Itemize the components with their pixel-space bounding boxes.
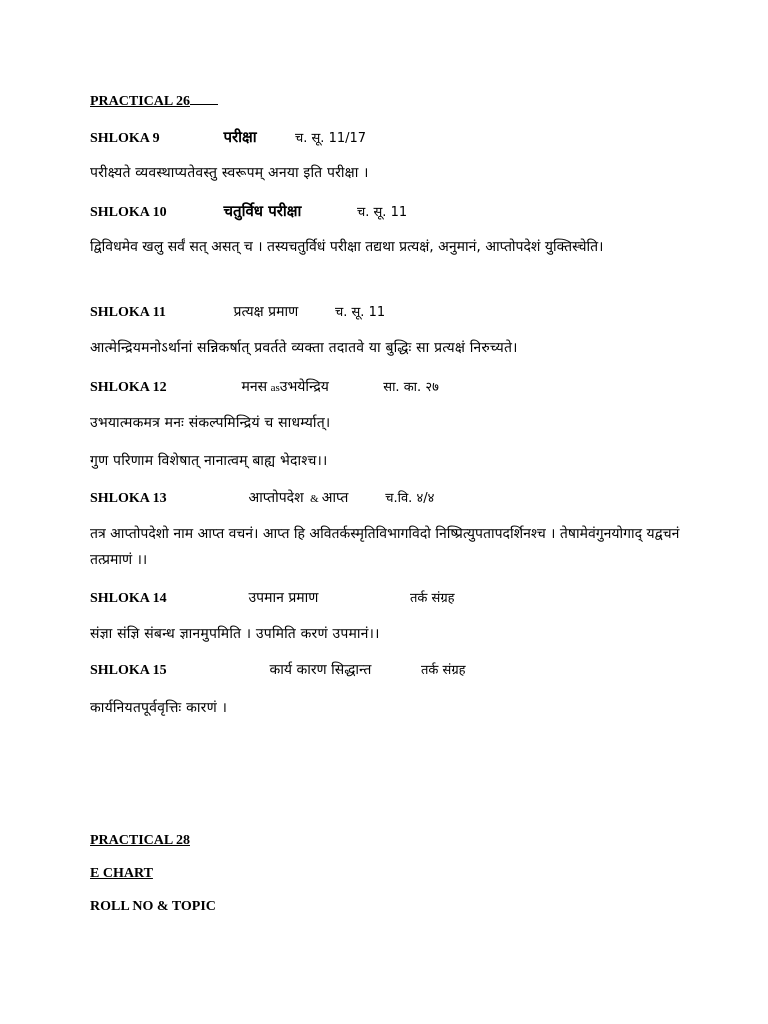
shloka-12-topic: मनस bbox=[241, 379, 268, 395]
shloka-11-text: आत्मेन्द्रियमनोऽर्थानां सन्निकर्षात् प्रवर्तते व्यक्ता तदातवे या बुद्धिः सा प्रत्यक्षं निरुच्यते। bbox=[90, 340, 518, 356]
shloka-14-label: SHLOKA 14 bbox=[90, 591, 167, 606]
shloka-15-label: SHLOKA 15 bbox=[90, 663, 167, 678]
shloka-11-label: SHLOKA 11 bbox=[90, 305, 166, 320]
shloka-14-topic: उपमान प्रमाण bbox=[248, 590, 319, 606]
shloka-15-topic: कार्य कारण सिद्धान्त bbox=[269, 662, 372, 678]
shloka-14-text: संज्ञा संज्ञि संबन्ध ज्ञानमुपमिति । उपमिति करणं उपमानं।। bbox=[90, 626, 380, 642]
shloka-13-topic-end: आप्त bbox=[321, 490, 349, 506]
shloka-10-ref: च. सू. 11 bbox=[357, 205, 408, 220]
shloka-13-label: SHLOKA 13 bbox=[90, 491, 167, 506]
shloka-10-text: द्विविधमेव खलु सर्वं सत् असत् च । तस्यचतुर्विधं परीक्षा तद्यथा प्रत्यक्षं, अनुमानं, आप्तोपदेशं युक्तिस्चेति। bbox=[90, 239, 604, 255]
shloka-13-heading bbox=[90, 488, 434, 507]
shloka-9-heading bbox=[90, 127, 366, 147]
shloka-12-text-line1: उभयात्मकमत्र मनः संकल्पमिन्द्रियं च साधर्म्यात्। bbox=[90, 415, 331, 431]
shloka-12-heading bbox=[90, 377, 439, 396]
shloka-15-heading bbox=[90, 660, 466, 679]
roll-no-topic-heading: ROLL NO & TOPIC bbox=[90, 899, 216, 914]
shloka-10-topic: चतुर्विध परीक्षा bbox=[223, 202, 302, 220]
shloka-14-heading bbox=[90, 588, 455, 607]
shloka-11-topic: प्रत्यक्ष प्रमाण bbox=[233, 304, 299, 320]
e-chart-heading: E CHART bbox=[90, 866, 153, 881]
shloka-10-label: SHLOKA 10 bbox=[90, 205, 167, 220]
shloka-12-label: SHLOKA 12 bbox=[90, 380, 167, 395]
shloka-13-topic-amp: & bbox=[310, 493, 319, 505]
practical-26-underline-blank bbox=[190, 92, 218, 105]
shloka-12-text-line2: गुण परिणाम विशेषात् नानात्वम् बाह्य भेदाश्च।। bbox=[90, 453, 328, 469]
shloka-11-heading bbox=[90, 302, 385, 321]
shloka-12-topic-end: उभयेन्द्रिय bbox=[279, 379, 329, 395]
shloka-11-ref: च. सू. 11 bbox=[335, 305, 386, 320]
shloka-13-text: तत्र आप्तोपदेशो नाम आप्त वचनं। आप्त हि अवितर्कस्मृतिविभागविदो निष्प्रित्युपतापदर्शिनश्च । तेषामेवंगुनयोगाद् यद्वचनं तत्प्रमाणं ।। bbox=[90, 526, 680, 568]
shloka-12-ref: सा. का. २७ bbox=[383, 380, 439, 395]
shloka-14-ref: तर्क संग्रह bbox=[410, 591, 455, 606]
shloka-9-topic: परीक्षा bbox=[223, 128, 257, 146]
shloka-13-topic: आप्तोपदेश bbox=[248, 490, 304, 506]
shloka-9-label: SHLOKA 9 bbox=[90, 131, 160, 146]
shloka-9-text: परीक्ष्यते व्यवस्थाप्यतेवस्तु स्वरूपम् अनया इति परीक्षा । bbox=[90, 165, 369, 181]
shloka-9-ref: च. सू. 11/17 bbox=[295, 131, 367, 146]
shloka-13-ref: च.वि. ४/४ bbox=[385, 491, 435, 506]
shloka-15-text: कार्यनियतपूर्ववृत्तिः कारणं । bbox=[90, 700, 228, 716]
shloka-12-topic-as: as bbox=[270, 382, 280, 394]
shloka-15-ref: तर्क संग्रह bbox=[421, 663, 466, 678]
practical-26-label: PRACTICAL 26 bbox=[90, 94, 190, 109]
practical-26-heading bbox=[90, 92, 218, 110]
shloka-10-heading bbox=[90, 201, 407, 221]
practical-28-heading: PRACTICAL 28 bbox=[90, 833, 190, 848]
